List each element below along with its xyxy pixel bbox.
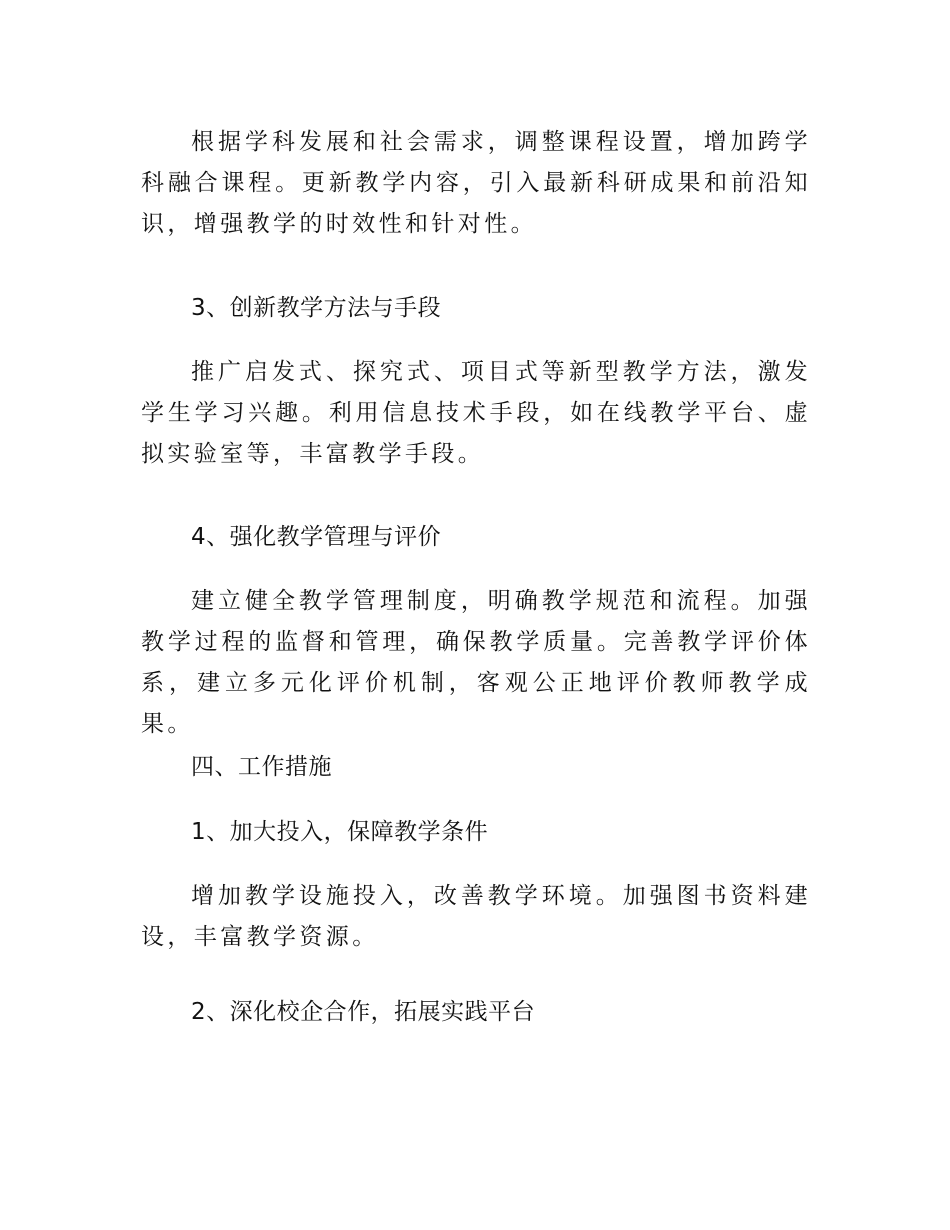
paragraph-teaching-methods: 推广启发式、探究式、项目式等新型教学方法，激发学生学习兴趣。利用信息技术手段，如在线教学平台、虚拟实验室等，丰富教学手段。 [141,359,811,467]
heading-work-measures: 四、工作措施 [191,754,332,780]
heading-increase-investment: 1、加大投入，保障教学条件 [191,819,489,845]
heading-school-enterprise-cooperation: 2、深化校企合作，拓展实践平台 [191,999,536,1025]
paragraph-investment: 增加教学设施投入，改善教学环境。加强图书资料建设，丰富教学资源。 [141,883,811,950]
paragraph-curriculum-adjustment: 根据学科发展和社会需求，调整课程设置，增加跨学科融合课程。更新教学内容，引入最新科研成果和前沿知识，增强教学的时效性和针对性。 [141,129,811,237]
paragraph-management-evaluation: 建立健全教学管理制度，明确教学规范和流程。加强教学过程的监督和管理，确保教学质量。完善教学评价体系，建立多元化评价机制，客观公正地评价教师教学成果。 [141,588,811,737]
heading-strengthen-management: 4、强化教学管理与评价 [191,524,442,550]
heading-innovate-teaching-methods: 3、创新教学方法与手段 [191,295,442,321]
